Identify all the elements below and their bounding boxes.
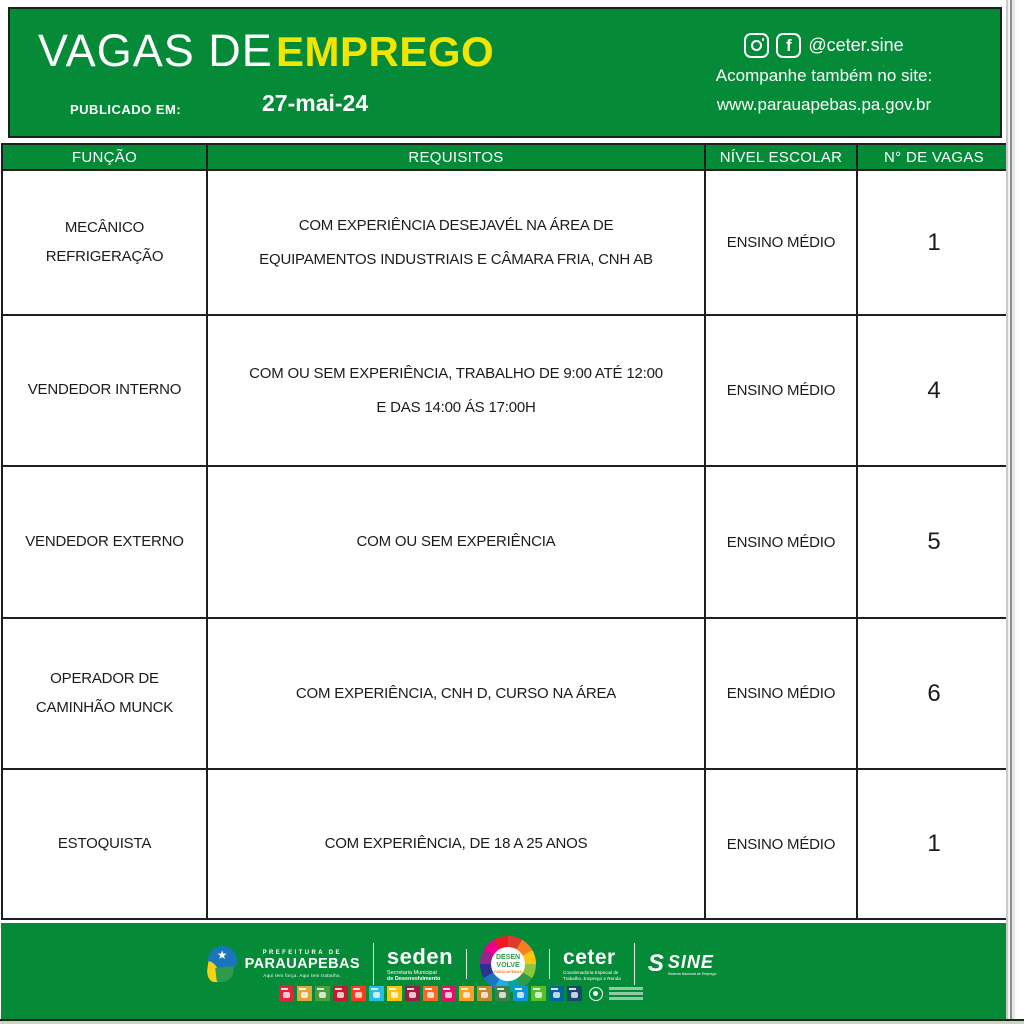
social-row — [710, 33, 938, 58]
sine-name: SINE — [667, 951, 714, 972]
desenvolve-line1: DESEN — [495, 954, 521, 962]
ceter-line2: Trabalho, Emprego e Renda — [563, 976, 621, 981]
sdg-goal-icon — [333, 986, 348, 1001]
divider — [373, 943, 374, 985]
partner-logos-row — [1, 936, 921, 992]
row3-requisitos: COM OU SEM EXPERIÊNCIA — [208, 467, 704, 617]
ceter-line1: Coordenadoria Especial de — [563, 969, 619, 975]
sdg-goal-icon — [477, 986, 492, 1001]
sdg-goal-icon — [567, 986, 582, 1001]
parauapebas-emblem-icon — [206, 946, 239, 982]
row3-nivel: ENSINO MÉDIO — [706, 467, 856, 617]
sine-tagline: Sistema Nacional de Emprego — [667, 971, 717, 976]
sdg-goal-icon — [531, 986, 546, 1001]
desenvolve-line3: PARAUAPEBAS — [494, 969, 522, 974]
sdg-icons-row — [1, 986, 921, 1001]
divider — [634, 943, 635, 985]
jobs-table — [1, 143, 1010, 920]
published-label: PUBLICADO EM: — [70, 102, 182, 117]
row3-vagas: 5 — [858, 467, 1010, 617]
facebook-icon[interactable]: f — [776, 33, 801, 58]
sdg-goal-icon — [495, 986, 510, 1001]
prefeitura-tagline: Aqui tem força. Aqui tem trabalho. — [263, 973, 342, 978]
column-header-n-de-vagas: N° DE VAGAS — [858, 145, 1010, 169]
row5-vagas: 1 — [858, 770, 1010, 918]
social-box — [710, 33, 938, 115]
row2-vagas: 4 — [858, 316, 1010, 465]
row5-funcao: ESTOQUISTA — [3, 770, 206, 918]
row2-requisitos: COM OU SEM EXPERIÊNCIA, TRABALHO DE 9:00 ATÉ 12:00 E DAS 14:00 ÁS 17:00H — [208, 316, 704, 465]
seden-line2: de Desenvolvimento — [386, 976, 441, 982]
bottom-edge-strip — [0, 1019, 1024, 1024]
seden-line1: Secretaria Municipal — [386, 970, 437, 976]
prefeitura-name: PARAUAPEBAS — [244, 956, 360, 972]
column-header-requisitos: REQUISITOS — [208, 145, 704, 169]
page-edge-scroll-line[interactable] — [1006, 0, 1017, 1019]
instagram-icon[interactable] — [744, 33, 769, 58]
row5-requisitos: COM EXPERIÊNCIA, DE 18 A 25 ANOS — [208, 770, 704, 918]
sine-logo — [648, 952, 717, 976]
row4-nivel: ENSINO MÉDIO — [706, 619, 856, 768]
row4-requisitos: COM EXPERIÊNCIA, CNH D, CURSO NA ÁREA — [208, 619, 704, 768]
column-header-funcao: FUNÇÃO — [3, 145, 206, 169]
row1-nivel: ENSINO MÉDIO — [706, 171, 856, 314]
desenvolve-badge-icon — [480, 936, 536, 992]
seden-name: seden — [386, 944, 454, 969]
title-vagas-de: VAGAS DE — [38, 25, 273, 76]
social-handle[interactable]: @ceter.sine — [808, 35, 904, 55]
row1-requisitos: COM EXPERIÊNCIA DESEJAVÉL NA ÁREA DE EQUIPAMENTOS INDUSTRIAIS E CÂMARA FRIA, CNH AB — [208, 171, 704, 314]
row3-funcao: VENDEDOR EXTERNO — [3, 467, 206, 617]
site-url[interactable]: www.parauapebas.pa.gov.br — [716, 95, 932, 114]
row5-nivel: ENSINO MÉDIO — [706, 770, 856, 918]
sdg-goal-icon — [315, 986, 330, 1001]
row2-funcao: VENDEDOR INTERNO — [3, 316, 206, 465]
sine-s-icon: S — [647, 950, 664, 977]
sdg-goal-icon — [405, 986, 420, 1001]
desenvolve-line2: VOLVE — [496, 961, 520, 969]
sdg-goal-icon — [549, 986, 564, 1001]
header-banner — [8, 7, 1002, 138]
row4-funcao: OPERADOR DE CAMINHÃO MUNCK — [3, 619, 206, 768]
site-callout: Acompanhe também no site: — [715, 66, 933, 85]
star-icon: ★ — [216, 948, 228, 962]
ods-wordmark — [609, 987, 643, 1000]
row1-funcao: MECÂNICO REFRIGERAÇÃO — [3, 171, 206, 314]
ceter-name: ceter — [563, 946, 616, 969]
sdg-goal-icon — [423, 986, 438, 1001]
footer-banner — [1, 923, 1010, 1019]
sdg-goal-icon — [387, 986, 402, 1001]
sdg-goal-icon — [351, 986, 366, 1001]
ods-emblem-icon — [589, 987, 603, 1001]
title-emprego: EMPREGO — [276, 28, 495, 75]
divider — [466, 949, 467, 979]
row4-vagas: 6 — [858, 619, 1010, 768]
sdg-goal-icon — [369, 986, 384, 1001]
prefeitura-small-label: PREFEITURA DE — [262, 950, 342, 956]
sdg-goal-icon — [297, 986, 312, 1001]
seden-logo — [387, 946, 453, 982]
divider — [549, 949, 550, 979]
sdg-goal-icon — [279, 986, 294, 1001]
column-header-nivel-escolar: NÍVEL ESCOLAR — [706, 145, 856, 169]
sdg-goal-icon — [513, 986, 528, 1001]
row1-vagas: 1 — [858, 171, 1010, 314]
row2-nivel: ENSINO MÉDIO — [706, 316, 856, 465]
ceter-logo — [563, 947, 621, 981]
sdg-goal-icon — [441, 986, 456, 1001]
published-date: 27-mai-24 — [262, 90, 369, 116]
sdg-goal-icon — [459, 986, 474, 1001]
prefeitura-parauapebas-logo — [206, 946, 360, 982]
